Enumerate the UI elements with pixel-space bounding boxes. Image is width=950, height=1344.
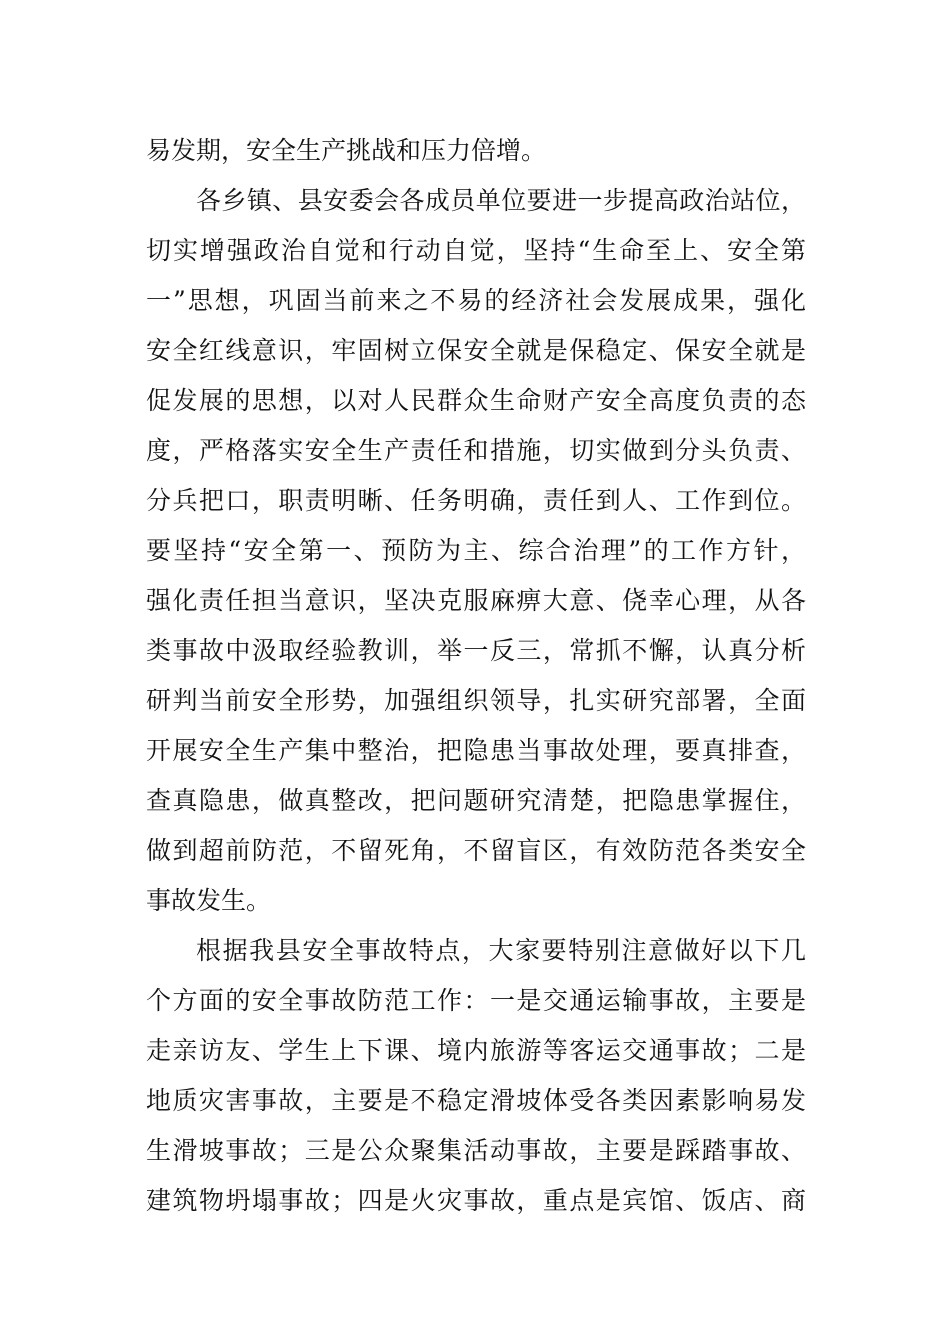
paragraph-2-line-11: 研判当前安全形势，加强组织领导，扎实研究部署，全面 [146, 686, 806, 715]
document-body [146, 126, 806, 1226]
paragraph-2-line-1: 各乡镇、县安委会各成员单位要进一步提高政治站位， [196, 186, 806, 215]
paragraph-3-line-4: 地质灾害事故，主要是不稳定滑坡体受各类因素影响易发 [146, 1086, 806, 1115]
paragraph-1-line-1: 易发期，安全生产挑战和压力倍增。 [146, 136, 547, 165]
paragraph-3-line-1: 根据我县安全事故特点，大家要特别注意做好以下几 [196, 936, 806, 965]
paragraph-3-line-3: 走亲访友、学生上下课、境内旅游等客运交通事故；二是 [146, 1036, 806, 1065]
paragraph-2-line-4: 安全红线意识，牢固树立保安全就是保稳定、保安全就是 [146, 336, 806, 365]
paragraph-2-line-13: 查真隐患，做真整改，把问题研究清楚，把隐患掌握住， [146, 786, 806, 815]
paragraph-2-line-6: 度，严格落实安全生产责任和措施，切实做到分头负责、 [146, 436, 806, 465]
paragraph-2-line-9: 强化责任担当意识，坚决克服麻痹大意、侥幸心理，从各 [146, 586, 806, 615]
paragraph-2-line-5: 促发展的思想，以对人民群众生命财产安全高度负责的态 [146, 386, 806, 415]
paragraph-2-line-8: 要坚持“安全第一、预防为主、综合治理”的工作方针， [146, 536, 806, 565]
paragraph-2-line-10: 类事故中汲取经验教训，举一反三，常抓不懈，认真分析 [146, 636, 806, 665]
paragraph-3-line-6: 建筑物坍塌事故；四是火灾事故，重点是宾馆、饭店、商 [146, 1186, 806, 1215]
paragraph-3-line-2: 个方面的安全事故防范工作：一是交通运输事故，主要是 [146, 986, 806, 1015]
paragraph-2-line-3: 一”思想，巩固当前来之不易的经济社会发展成果，强化 [146, 286, 806, 315]
paragraph-2-line-14: 做到超前防范，不留死角，不留盲区，有效防范各类安全 [146, 836, 806, 865]
paragraph-3-line-5: 生滑坡事故；三是公众聚集活动事故，主要是踩踏事故、 [146, 1136, 806, 1165]
paragraph-2-line-7: 分兵把口，职责明晰、任务明确，责任到人、工作到位。 [146, 486, 806, 515]
paragraph-2-line-15: 事故发生。 [146, 886, 272, 915]
paragraph-2-line-2: 切实增强政治自觉和行动自觉，坚持“生命至上、安全第 [146, 236, 806, 265]
paragraph-2-line-12: 开展安全生产集中整治，把隐患当事故处理，要真排查， [146, 736, 806, 765]
